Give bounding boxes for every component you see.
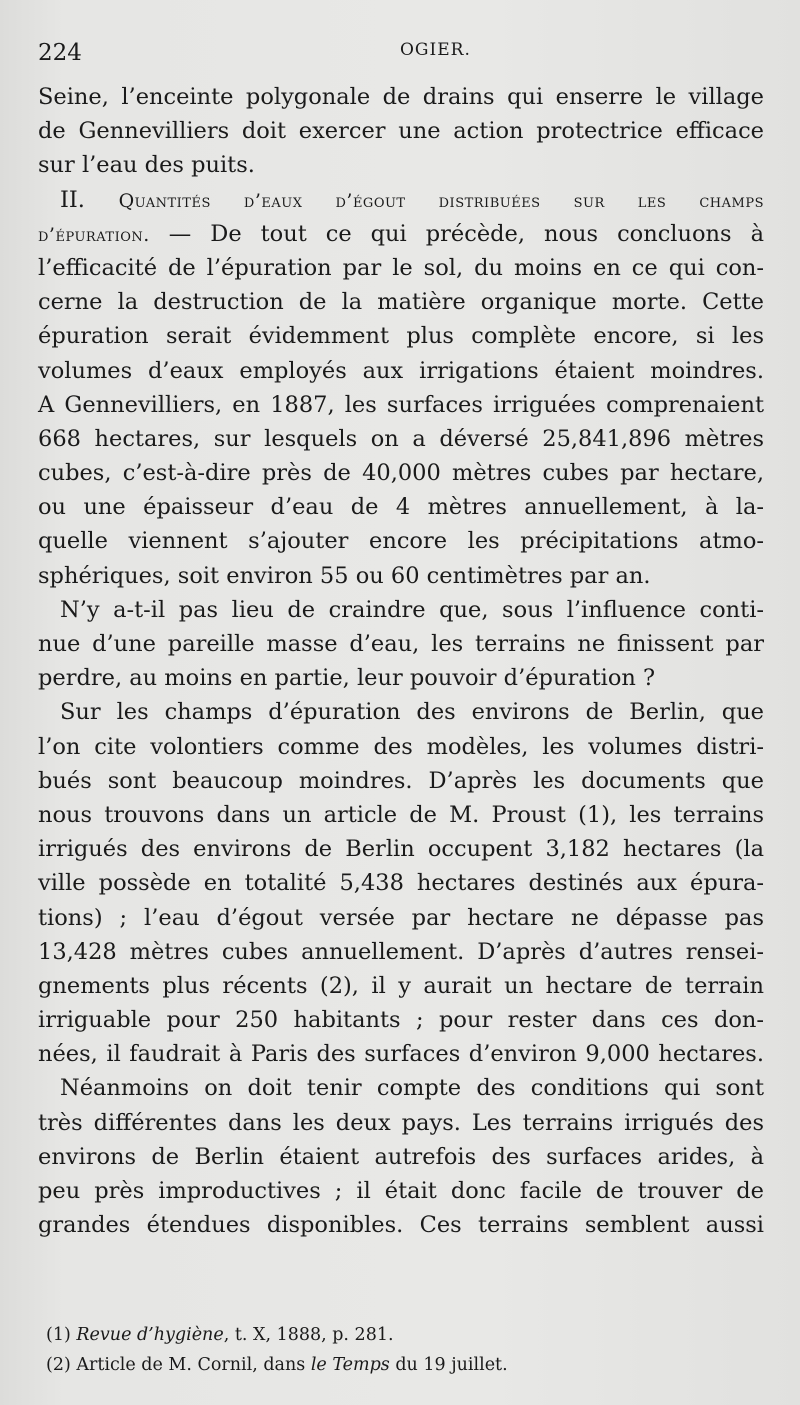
text-line: volumes d’eaux employés aux irrigations étaient moindres. [38, 357, 764, 384]
text-line: Seine, l’enceinte polygonale de drains qui enserre le village [38, 84, 764, 110]
footnotes [38, 1320, 764, 1380]
text-line: ou une épaisseur d’eau de 4 mètres annuellement, à la- [38, 494, 764, 521]
text-line: l’on cite volontiers comme des modèles, les volumes distri- [38, 733, 764, 760]
footnote-text: , t. X, 1888, p. 281. [223, 1325, 394, 1345]
page-number: 224 [38, 40, 82, 66]
text-line: épuration serait évidemment plus complète encore, si les [38, 323, 764, 350]
text-line: peu près improductives ; il était donc facile de trouver de [38, 1178, 764, 1204]
footnote-source-title: le Temps [310, 1355, 390, 1375]
text-line: quelle viennent s’ajouter encore les précipitations atmo- [38, 528, 764, 555]
text-line: A Gennevilliers, en 1887, les surfaces irriguées comprenaient [38, 391, 764, 418]
text-line: ville possède en totalité 5,438 hectares destinés aux épura- [38, 870, 764, 897]
page-header [38, 40, 762, 70]
section-number: II. [60, 186, 85, 213]
running-title: OGIER. [400, 40, 471, 60]
text-line: N’y a-t-il pas lieu de craindre que, sous l’influence conti- [60, 596, 764, 623]
text-line: nées, il faudrait à Paris des surfaces d’environ 9,000 hectares. [38, 1041, 764, 1068]
text-line: Sur les champs d’épuration des environs de Berlin, que [60, 699, 764, 726]
text-line: l’efficacité de l’épuration par le sol, du moins en ce qui con- [38, 254, 764, 281]
text-line: tions) ; l’eau d’égout versée par hectare ne dépasse pas [38, 904, 764, 931]
text-line: irriguable pour 250 habitants ; pour rester dans ces don- [38, 1007, 764, 1034]
footnote-1 [38, 1320, 764, 1350]
footnote-2 [38, 1350, 764, 1380]
text-line: grandes étendues disponibles. Ces terrains semblent aussi [38, 1212, 764, 1239]
footnote-text: du 19 juillet. [389, 1355, 508, 1375]
section-heading-line [38, 183, 764, 217]
text-line: nue d’une pareille masse d’eau, les terrains ne finissent par [38, 631, 764, 657]
footnote-text: Article de M. Cornil, dans [70, 1355, 311, 1375]
text-line: bués sont beaucoup moindres. D’après les documents que [38, 767, 764, 794]
text-line: 13,428 mètres cubes annuellement. D’après d’autres rensei- [38, 938, 764, 965]
text-line: environs de Berlin étaient autrefois des surfaces arides, à [38, 1143, 764, 1170]
section-title-continued: d’épuration. [38, 223, 150, 246]
footnote-number: (2) [46, 1355, 71, 1375]
text-line: sphériques, soit environ 55 ou 60 centimètres par an. [38, 562, 651, 589]
footnote-source-title: Revue d’hygiène [76, 1325, 224, 1345]
text-line: sur l’eau des puits. [38, 152, 255, 179]
text-line: gnements plus récents (2), il y aurait un hectare de terrain [38, 972, 764, 999]
text-line: 668 hectares, sur lesquels on a déversé 25,841,896 mètres [38, 425, 764, 452]
text-line: de Gennevilliers doit exercer une action protectrice efficace [38, 118, 764, 145]
text-line: très différentes dans les deux pays. Les terrains irrigués des [38, 1109, 764, 1136]
body-text [38, 80, 764, 1242]
text-line: irrigués des environs de Berlin occupent 3,182 hectares (la [38, 836, 764, 863]
text-line: cerne la destruction de la matière organique morte. Cette [38, 289, 764, 316]
text-line: cubes, c’est-à-dire près de 40,000 mètres cubes par hectare, [38, 460, 764, 487]
text-line: Néanmoins on doit tenir compte des conditions qui sont [60, 1075, 764, 1102]
text-line: perdre, au moins en partie, leur pouvoir d’épuration ? [38, 665, 656, 692]
section-title: Quantités d’eaux d’égout distribuées sur les champs [118, 189, 764, 212]
footnote-number: (1) [46, 1325, 71, 1345]
section-heading-line-2 [38, 217, 764, 251]
section-text: — De tout ce qui précède, nous concluons à [149, 220, 764, 247]
text-line: nous trouvons dans un article de M. Proust (1), les terrains [38, 801, 764, 828]
